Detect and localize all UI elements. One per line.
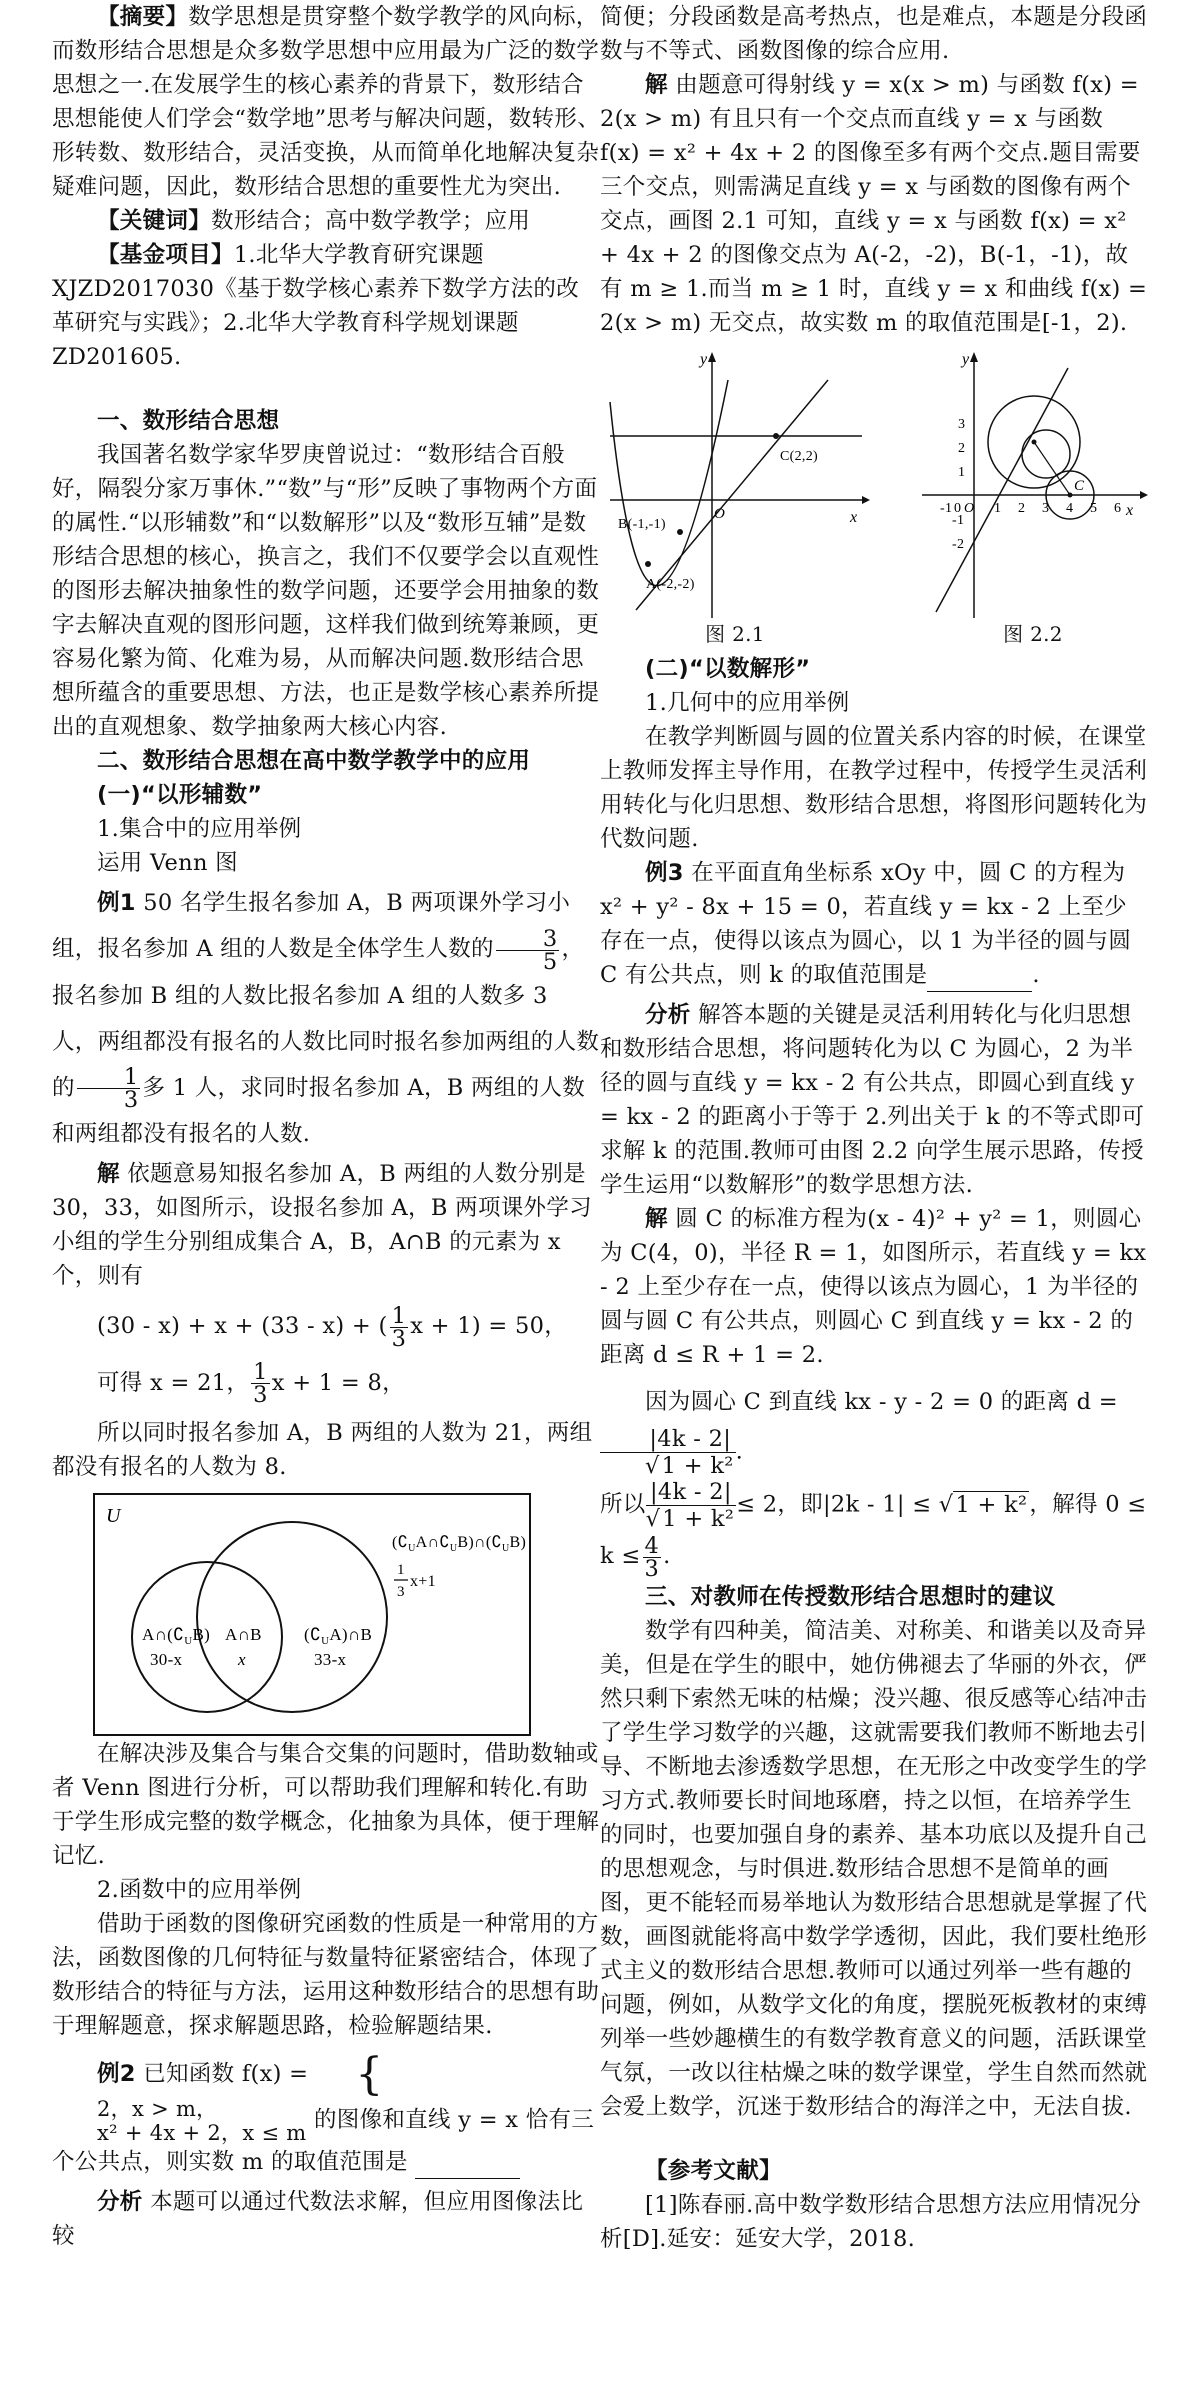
venn-universe-box <box>94 1494 530 1735</box>
venn-outside-fraction-num: 1 <box>397 1562 405 1578</box>
example-1-text-a: 50 名学生报名参加 A，B 两项课外学习小组，报名参加 A 组的人数是全体学生人数的 <box>52 890 571 962</box>
answer-blank-2 <box>415 2158 520 2179</box>
point-b-label: B(-1,-1) <box>618 517 666 532</box>
y-axis-arrow <box>708 352 716 362</box>
analysis-3 <box>600 998 1148 1202</box>
point-c-label: C(2,2) <box>780 449 818 464</box>
point-a-label: A(-2,-2) <box>646 577 695 592</box>
venn-outside-label <box>392 1534 526 1554</box>
item-2-title: 2.函数中的应用举例 <box>97 1877 302 1903</box>
figure-2-2-graph <box>918 350 1148 620</box>
equation-1-a: (30 - x) + x + (33 - x) + ( <box>97 1313 388 1339</box>
fraction-numerator: 4 <box>644 1532 660 1559</box>
section-2-title: 二、数形结合思想在高中数学教学中的应用 <box>97 748 531 774</box>
venn-diagram <box>92 1492 532 1737</box>
y-tick-1: 1 <box>958 465 966 480</box>
fraction-denominator: 5 <box>542 948 558 975</box>
example-2-text-b: 的图像和直线 y = x 恰有三个公共点，则实数 m 的取值范围是 <box>52 2107 595 2175</box>
venn-right-label-a: (∁ <box>304 1625 322 1644</box>
venn-left-value: 30-x <box>150 1650 183 1669</box>
x-axis-arrow <box>1140 491 1148 499</box>
line-kx-minus-2 <box>936 368 1068 612</box>
y-tick-2: 2 <box>958 441 966 456</box>
section-3-title: 三、对教师在传授数形结合思想时的建议 <box>645 1584 1056 1610</box>
fraction-3-5 <box>496 925 560 975</box>
example-3-text: 在平面直角坐标系 xOy 中，圆 C 的方程为 x² + y² - 8x + 15 = 0，若直线 y = kx - 2 上至少存在一点，使得以该点为圆心，以 1 为半径的圆与圆 C 有公共点，则 k 的取值范围是 <box>600 860 1132 988</box>
item-1-title: 1.集合中的应用举例 <box>97 816 302 842</box>
solution-3-text: 圆 C 的标准方程为(x - 4)² + y² = 1，则圆心为 C(4，0)，半径 R = 1，如图所示，若直线 y = kx - 2 上至少存在一点，使得以该点为圆心，1 为半径的圆与圆 C 有公共点，则圆心 C 到直线 y = kx - 2 的距离 d ≤ R + 1 = 2. <box>600 1206 1147 1368</box>
figure-2-1-graph <box>600 350 870 620</box>
final-text-a: 所以 <box>600 1491 646 1518</box>
venn-right-label-b: A)∩B <box>329 1625 373 1644</box>
fraction-denominator: 3 <box>644 1555 660 1582</box>
equation-2-a: 可得 x = 21， <box>97 1369 250 1396</box>
final-text-d: ，解得 0 ≤ k ≤ <box>600 1491 1147 1569</box>
venn-left-label-b: B) <box>192 1625 211 1644</box>
example-1-text-b: ，报名参加 B 组的人数比报名参加 A 组的人数多 3 人，两组都没有报名的人数比同时报名参加两组的人数的 <box>52 936 600 1101</box>
fund-tag: 【基金项目】 <box>97 242 234 268</box>
y-tick--1: -1 <box>952 513 965 528</box>
analysis-2-tag: 分析 <box>97 2189 143 2215</box>
solution-1-text: 依题意易知报名参加 A，B 两组的人数分别是 30，33，如图所示，设报名参加 A，B 两项课外学习小组的学生分别组成集合 A，B，A∩B 的元素为 x 个，则有 <box>52 1161 592 1289</box>
fraction-denominator: 3 <box>391 1325 407 1352</box>
venn-outside-label-c: B)∩(∁ <box>457 1534 502 1551</box>
reference-1: [1]陈春丽.高中数学数形结合思想方法应用情况分析[D].延安：延安大学，2018. <box>600 2192 1142 2252</box>
venn-paragraph: 在解决涉及集合与集合交集的问题时，借助数轴或者 Venn 图进行分析，可以帮助我们理解和转化.有助于学生形成完整的数学概念，化抽象为具体，便于理解记忆. <box>52 1741 600 1869</box>
y-tick-labels <box>952 417 965 552</box>
example-1-tag: 例1 <box>97 890 136 916</box>
y-axis-label: y <box>700 351 708 368</box>
x-tick-4: 4 <box>1066 501 1074 516</box>
final-denominator: √1 + k² <box>645 1506 735 1532</box>
equation-2-b: x + 1 = 8， <box>271 1369 405 1396</box>
fraction-numerator: 1 <box>253 1359 268 1385</box>
venn-u-label: U <box>106 1505 121 1527</box>
analysis-2-text: 本题可以通过代数法求解，但应用图像法比较 <box>52 2189 584 2249</box>
analysis-3-tag: 分析 <box>645 1002 691 1028</box>
distance-numerator: |4k - 2| <box>600 1426 736 1453</box>
answer-blank-3 <box>927 971 1032 992</box>
final-sqrt: 1 + k² <box>955 1491 1028 1518</box>
example-2-text-a: 已知函数 f(x) = <box>143 2061 309 2087</box>
section-1-title: 一、数形结合思想 <box>97 408 280 434</box>
equation-2 <box>52 1360 600 1407</box>
solution-1-tag: 解 <box>97 1161 120 1187</box>
venn-outside-label-a: (∁ <box>392 1534 409 1551</box>
piecewise-case-1: 2，x > m， <box>97 2097 218 2121</box>
solution-1 <box>52 1157 600 1293</box>
abstract <box>52 0 600 204</box>
x-tick-2: 2 <box>1018 501 1026 516</box>
venn-left-label-a: A∩(∁ <box>142 1625 185 1644</box>
solution-1-end: 所以同时报名参加 A，B 两组的人数为 21，两组都没有报名的人数为 8. <box>52 1420 593 1480</box>
equation-1-b: x + 1) = 50， <box>410 1313 568 1339</box>
venn-outside-label-sub3: U <box>501 1543 510 1554</box>
final-fraction <box>646 1479 737 1532</box>
analysis-2-continued: 简便；分段函数是高考热点，也是难点，本题是分段函数与不等式、函数图像的综合应用. <box>600 4 1148 64</box>
venn-middle-label: A∩B <box>225 1625 262 1644</box>
solution-3-tag: 解 <box>645 1206 668 1232</box>
fraction-1-3 <box>251 1361 270 1406</box>
solution-2-text: 由题意可得射线 y = x(x > m) 与函数 f(x) = 2(x > m) 有且只有一个交点而直线 y = x 与函数 f(x) = x² + 4x + 2 的图像至多有两个交点.题目需要三个交点，则需满足直线 y = x 与函数的图像有两个交点，画图 2.1 可知，直线 y = x 与函数 f(x) = x² + 4x + 2 的图像交点为 A(-2，-2)，B(-1，-1)，故有 m ≥ 1.而当 m ≥ 1 时，直线 y = x 和曲线 f(x) = 2(x > m) 无交点，故实数 m 的取值范围是[-1，2). <box>600 72 1148 336</box>
venn-right-label-sub: U <box>321 1635 330 1647</box>
y-tick-3: 3 <box>958 417 966 432</box>
venn-outside-label-sub1: U <box>408 1543 416 1554</box>
tangent-circle-small <box>1022 430 1070 478</box>
point-b <box>677 529 683 535</box>
equation-1 <box>52 1303 600 1350</box>
references-title: 【参考文献】 <box>645 2158 782 2184</box>
piecewise-brace: { <box>355 2049 384 2100</box>
x-axis-label: x <box>1126 502 1134 519</box>
point-a <box>645 561 651 567</box>
venn-circle-b <box>197 1522 387 1712</box>
abstract-tag: 【摘要】 <box>97 4 189 30</box>
x-axis-label: x <box>850 509 858 526</box>
figures-row <box>600 350 1148 648</box>
venn-outside-fraction-den: 3 <box>397 1584 405 1600</box>
final-text-b: ≤ 2，即|2k - 1| ≤ <box>736 1491 932 1518</box>
y-axis-arrow <box>970 352 978 362</box>
venn-middle-value: x <box>238 1650 246 1669</box>
solution-2 <box>600 68 1148 340</box>
geometry-paragraph: 在教学判断圆与圆的位置关系内容的时候，在课堂上教师发挥主导作用，在教学过程中，传授学生灵活利用转化与化归思想、数形结合思想，将图形问题转化为代数问题. <box>600 724 1148 852</box>
x-tick--1: -1 <box>940 501 953 516</box>
fraction-1-3 <box>77 1066 141 1111</box>
distance-radicand: 1 + k² <box>661 1453 734 1479</box>
venn-left-label-sub: U <box>184 1635 193 1647</box>
y-tick--2: -2 <box>952 537 965 552</box>
point-c <box>773 433 779 439</box>
piecewise-cases <box>52 2097 307 2145</box>
fraction-1-3 <box>390 1302 409 1352</box>
example-3: 例3 在平面直角坐标系 xOy 中，圆 C 的方程为 x² + y² - 8x + 15 = 0，若直线 y = kx - 2 上至少存在一点，使得以该点为圆心，以 1 为半径的圆与圆 C 有公共点，则 k 的取值范围是 . <box>600 856 1148 992</box>
section-1-paragraph: 我国著名数学家华罗庚曾说过：“数形结合百般好，隔裂分家万事休.”“数”与“形”反映了事物两个方面的属性.“以形辅数”和“以数解形”以及“数形互辅”是数形结合思想的核心，换言之，我们不仅要学会以直观性的图形去解决抽象性的数学问题，还要学会用抽象的数字去解决直观的图形问题，这样我们做到统筹兼顾，更容易化繁为简、化难为易，从而解决问题.数形结合思想所蕴含的重要思想、方法，也正是数学核心素养所提出的直观想象、数学抽象两大核心内容. <box>52 442 600 740</box>
x-tick-6: 6 <box>1114 501 1122 516</box>
fraction-numerator: 1 <box>77 1066 141 1089</box>
abstract-text: 数学思想是贯穿整个数学教学的风向标，而数形结合思想是众多数学思想中应用最为广泛的数学思想之一.在发展学生的核心素养的背景下，数形结合思想能使人们学会“数学地”思考与解决问题，数转形、形转数、数形结合，灵活变换，从而简单化地解决复杂疑难问题，因此，数形结合思想的重要性尤为突出. <box>52 4 601 200</box>
fraction-denominator: 3 <box>253 1382 268 1408</box>
final-text-e: . <box>663 1543 671 1569</box>
subsection-1-title: (一)“以形辅数” <box>97 782 263 808</box>
venn-outside-label-sub2: U <box>449 1543 458 1554</box>
subsection-2-title: (二)“以数解形” <box>645 656 811 682</box>
distance-fraction <box>600 1426 736 1479</box>
x-tick-1: 1 <box>994 501 1002 516</box>
example-1-text-c: 多 1 人，求同时报名参加 A，B 两组的人数和两组都没有报名的人数. <box>52 1074 586 1147</box>
item-geometry-title: 1.几何中的应用举例 <box>645 690 850 716</box>
venn-right-label <box>304 1625 372 1647</box>
keywords-tag: 【关键词】 <box>97 208 212 234</box>
x-axis-arrow <box>862 496 870 504</box>
fraction-denominator: 3 <box>123 1087 139 1113</box>
x-tick-0: 0 <box>954 501 962 516</box>
venn-outside-rest: x+1 <box>410 1573 436 1590</box>
venn-outside-label-d: B) <box>509 1534 527 1551</box>
venn-outside-label-b: A∩∁ <box>415 1534 450 1551</box>
final-inequality: 所以 $\frac{|4k - 2|}{\text{√1 + k²}}$ ≤ 2，即|2k - 1| ≤ √1 + k²，解得 0 ≤ k ≤ $\frac{4}{3}$ . <box>600 1479 1147 1582</box>
keywords <box>52 204 600 238</box>
figure-2-1 <box>600 350 870 648</box>
solution-2-tag: 解 <box>645 72 668 98</box>
analysis-3-text: 解答本题的关键是灵活利用转化与化归思想和数形结合思想，将问题转化为以 C 为圆心，2 为半径的圆与直线 y = kx - 2 有公共点，即圆心到直线 y = kx - 2 的距离小于等于 2.列出关于 k 的不等式即可求解 k 的范围.教师可由图 2.2 向学生展示思路，传授学生运用“以数解形”的数学思想方法. <box>600 1002 1145 1198</box>
final-fraction-4-3 <box>643 1532 662 1582</box>
fund <box>52 238 600 374</box>
example-3-tag: 例3 <box>645 860 684 886</box>
x-tick-5: 5 <box>1090 501 1098 516</box>
example-2 <box>52 2049 600 2179</box>
analysis-2 <box>52 2185 600 2253</box>
final-radicand: 1 + k² <box>662 1506 735 1532</box>
figure-2-1-caption: 图 2.1 <box>705 622 765 646</box>
distance-formula-text: 因为圆心 C 到直线 kx - y - 2 = 0 的距离 d = <box>645 1389 1118 1415</box>
parabola-curve <box>610 380 728 586</box>
section-3-paragraph: 数学有四种美，简洁美、对称美、和谐美以及奇异美，但是在学生的眼中，她仿佛褪去了华丽的外衣，俨然只剩下索然无味的枯燥；没兴趣、很反感等心结冲击了学生学习数学的兴趣，这就需要我们教师不断地去引导、不断地去渗透数学思想，在无形之中改变学生的学习方式.教师要长时间地琢磨，持之以恒，在培养学生的同时，也要加强自身的素养、基本功底以及提升自己的思想观念，与时俱进.数形结合思想不是简单的画图，更不能轻而易举地认为数形结合思想就是掌握了代数，画图就能将高中数学学透彻，因此，我们要杜绝形式主义的数形结合思想.教师可以通过列举一些有趣的问题，例如，从数学文化的角度，摆脱死板教材的束缚列举一些妙趣横生的有数学教育意义的问题，活跃课堂气氛，一改以往枯燥之味的数学课堂，学生自然而然就会爱上数学，沉迷于数形结合的海洋之中，无法自拔. <box>600 1618 1148 2120</box>
right-column <box>600 0 1148 2256</box>
distance-denominator: √1 + k² <box>645 1453 734 1479</box>
origin-label: O <box>964 501 975 516</box>
fraction-numerator: 3 <box>496 928 560 951</box>
venn-right-value: 33-x <box>314 1650 347 1669</box>
figure-2-2-caption: 图 2.2 <box>1003 622 1063 646</box>
y-axis-label: y <box>962 351 970 368</box>
center-c-label: C <box>1074 478 1085 494</box>
function-paragraph: 借助于函数的图像研究函数的性质是一种常用的方法，函数图像的几何特征与数量特征紧密结合，体现了数形结合的特征与方法，运用这种数形结合的思想有助于理解题意，探求解题思路，检验解题结果. <box>52 1911 600 2039</box>
keywords-text: 数形结合；高中数学教学；应用 <box>211 208 531 234</box>
solution-3 <box>600 1202 1148 1372</box>
left-column <box>52 0 600 2253</box>
distance-formula: 因为圆心 C 到直线 kx - y - 2 = 0 的距离 d = $\frac{|4k - 2|}{\text{√1 + k²}}$ . <box>600 1378 1148 1479</box>
piecewise-case-2: x² + 4x + 2，x ≤ m <box>97 2121 307 2145</box>
venn-left-label <box>142 1625 210 1647</box>
final-numerator: |4k - 2| <box>646 1479 737 1506</box>
fund-text: 1.北华大学教育研究课题 XJZD2017030《基于数学核心素养下数学方法的改革研究与实践》；2.北华大学教育科学规划课题 ZD201605. <box>52 242 580 370</box>
figure-2-2 <box>918 350 1148 648</box>
line-y-equals-x <box>636 380 828 610</box>
example-2-tag: 例2 <box>97 2061 136 2087</box>
x-tick-3: 3 <box>1042 501 1050 516</box>
example-1 <box>52 880 600 1157</box>
origin-label: O <box>714 506 726 522</box>
fraction-numerator: 1 <box>391 1302 407 1329</box>
venn-line: 运用 Venn 图 <box>97 850 238 876</box>
